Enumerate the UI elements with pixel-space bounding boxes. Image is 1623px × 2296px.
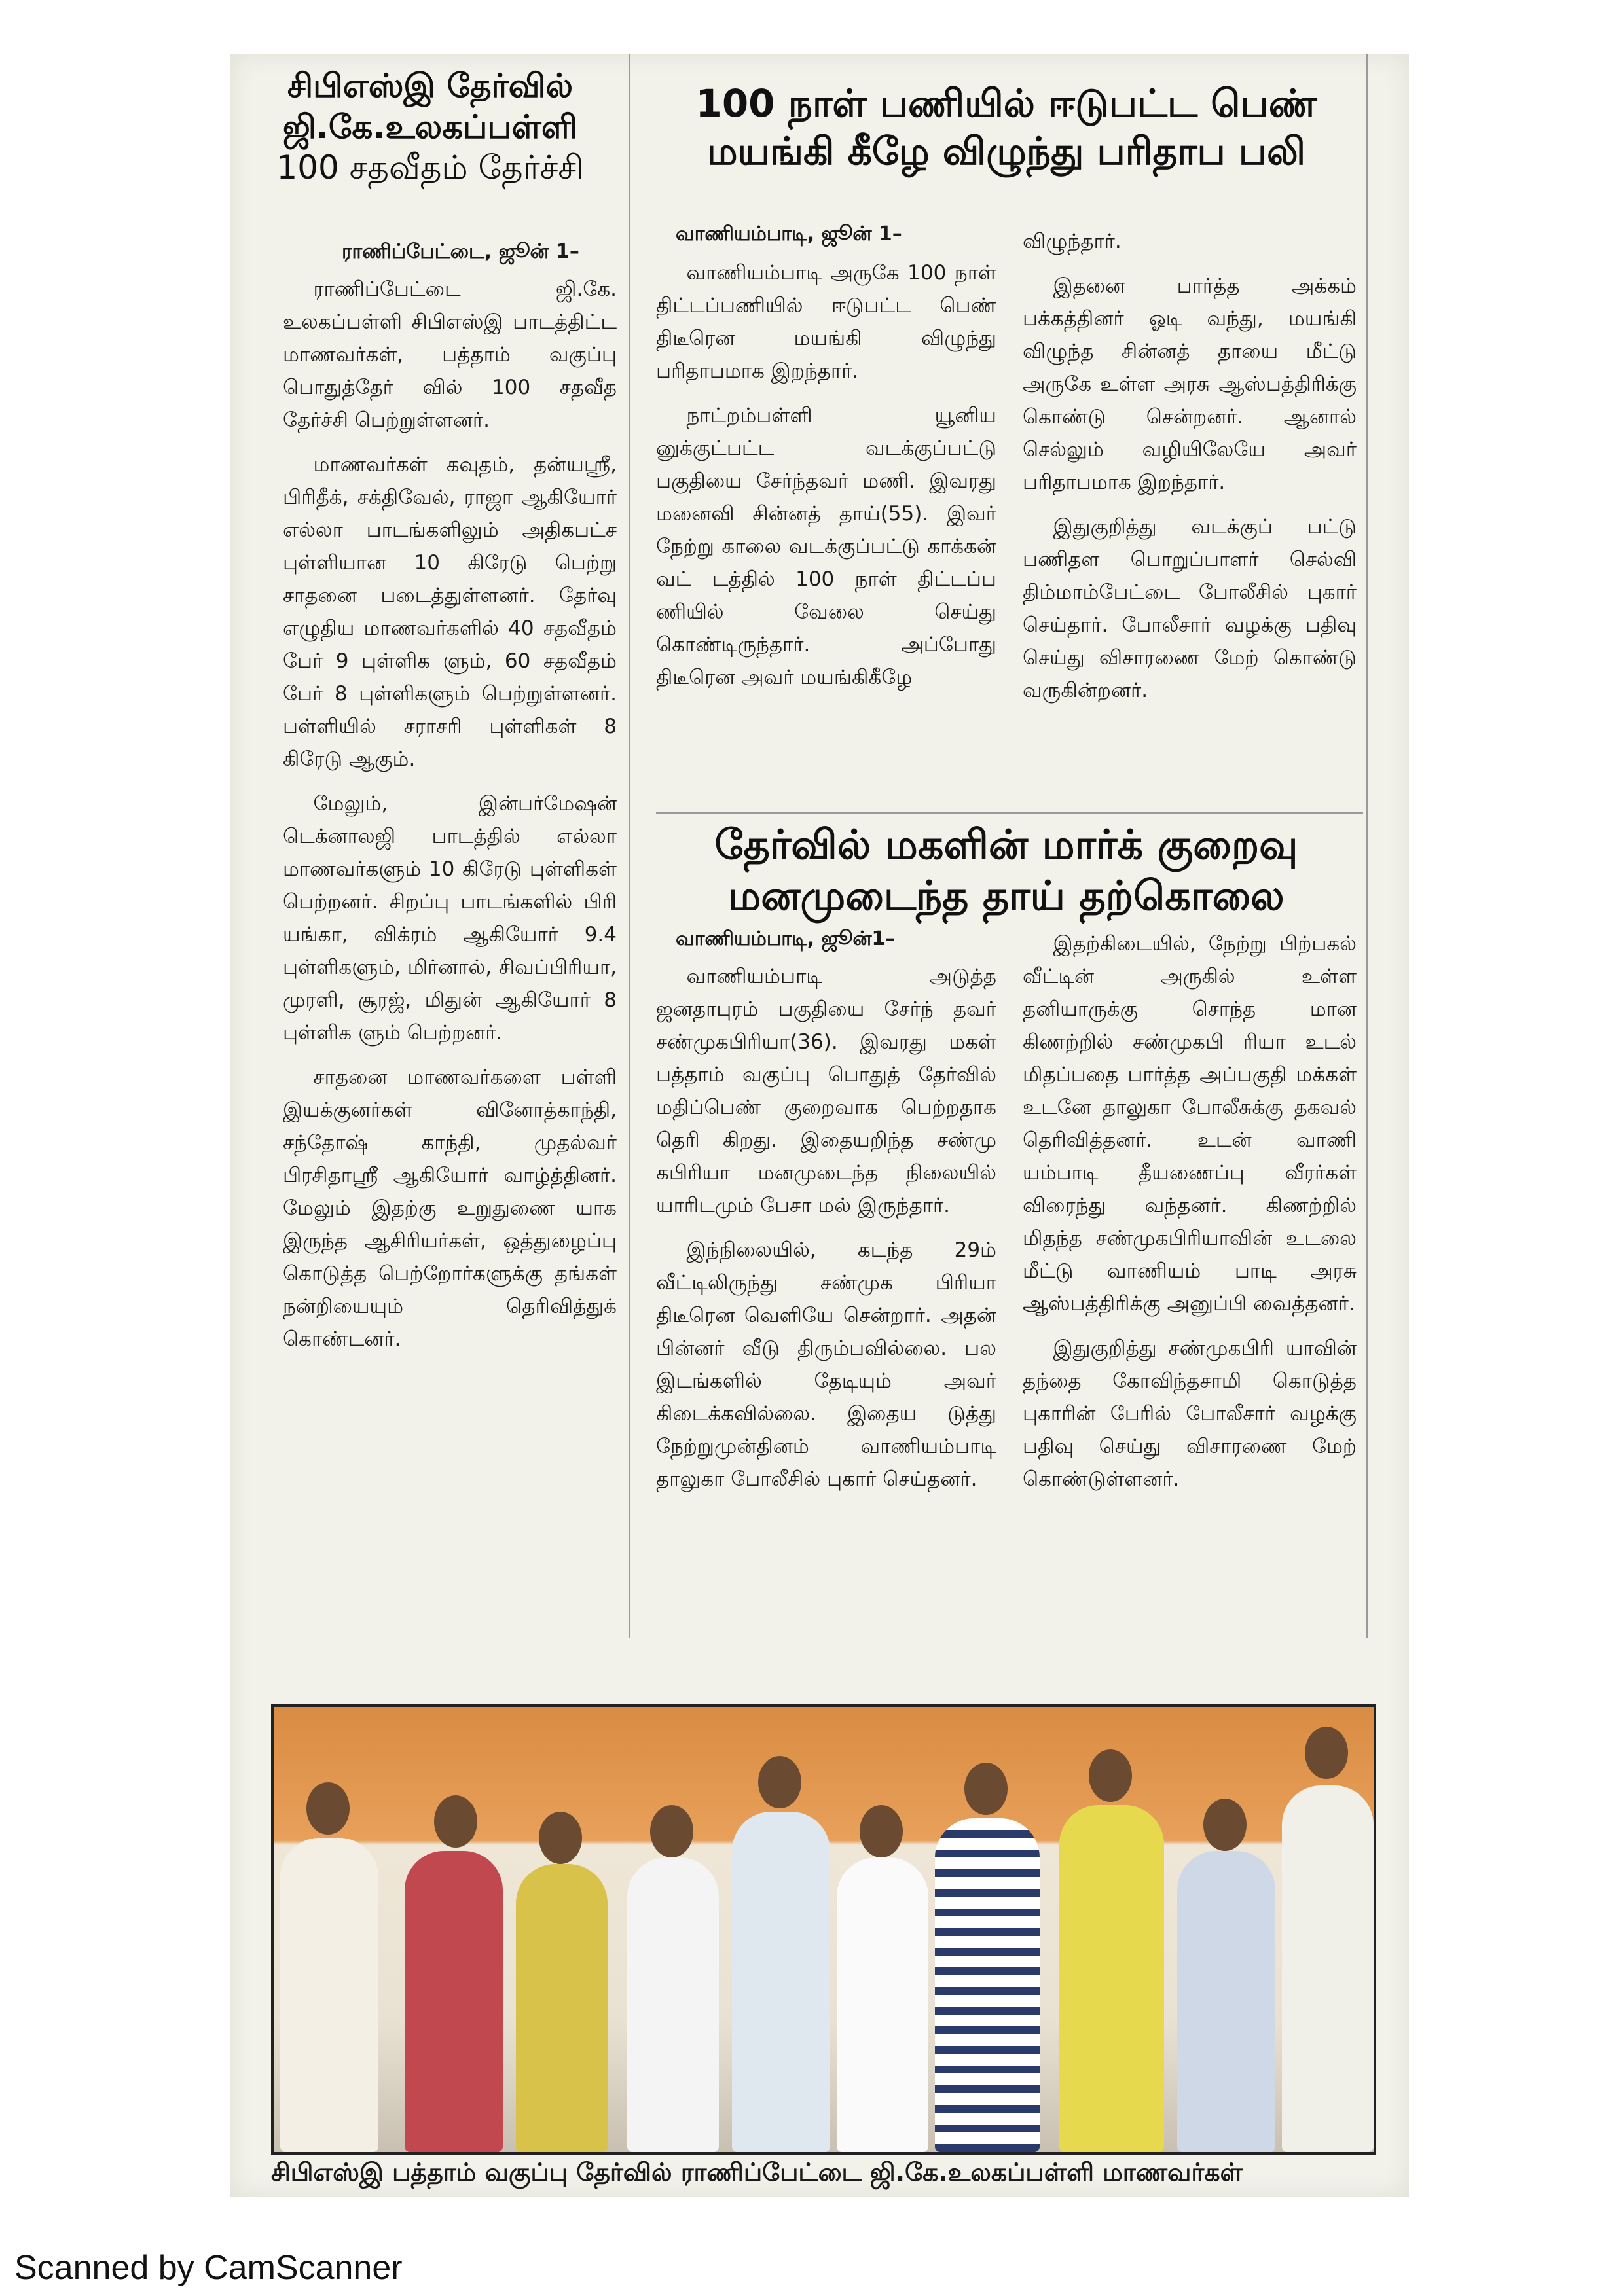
article3-dateline: வாணியம்பாடி, ஜூன்1–: [676, 927, 896, 950]
person-head: [1089, 1749, 1132, 1802]
person-figure: [627, 1857, 719, 2152]
person-head: [434, 1795, 477, 1848]
person-figure: [280, 1838, 378, 2152]
article1-headline-line1: சிபிஎஸ்இ தேர்வில்: [287, 67, 574, 105]
article2-dateline: வாணியம்பாடி, ஜூன் 1–: [676, 223, 902, 245]
article3-column-1: [656, 960, 996, 1507]
group-photo: [271, 1704, 1376, 2155]
person-figure: [516, 1864, 608, 2152]
article1-paragraph: ராணிப்பேட்டை ஜி.கே. உலகப்பள்ளி சிபிஎஸ்இ பாடத்திட்ட மாணவர்கள், பத்தாம் வகுப்பு பொதுத்தேர் வில் 100 சதவீத தேர்ச்சி பெற்றுள்ளனர்.: [283, 278, 617, 432]
article2-headline: [649, 80, 1363, 175]
person-figure: [1177, 1851, 1275, 2152]
headline-rule: [656, 812, 1363, 814]
column-rule: [1366, 54, 1368, 1638]
article3-paragraph: வாணியம்பாடி அடுத்த ஜனதாபுரம் பகுதியை சேர்ந் தவர் சண்முகபிரியா(36). இவரது மகள் பத்தாம் வகுப்பு பொதுத் தேர்வில் மதிப்பெண் குறைவாக பெற்றதாக தெரி கிறது. இதையறிந்த சண்மு கபிரியா மனமுடைந்த நிலையில் யாரிடமும் பேசா மல் இருந்தார்.: [656, 965, 996, 1217]
person-head: [650, 1805, 693, 1857]
person-head: [964, 1763, 1008, 1815]
article2-paragraph: இதுகுறித்து வடக்குப் பட்டு பணிதள பொறுப்பாளர் செல்வி திம்மாம்பேட்டை போலீசில் புகார் செய்தார். போலீசார் வழக்கு பதிவு செய்து விசாரணை மேற் கொண்டு வருகின்றனர்.: [1023, 515, 1357, 702]
article3-paragraph: இந்நிலையில், கடந்த 29ம் வீட்டிலிருந்து சண்முக பிரியா திடீரென வெளியே சென்றார். அதன் பின்னர் வீடு திரும்பவில்லை. பல இடங்களில் தேடியும் அவர் கிடைக்கவில்லை. இதைய டுத்து நேற்றுமுன்தினம் வாணியம்பாடி தாலுகா போலீசில் புகார் செய்தனர்.: [656, 1238, 996, 1491]
person-figure: [935, 1818, 1040, 2152]
article1-paragraph: மேலும், இன்பர்மேஷன் டெக்னாலஜி பாடத்தில் எல்லா மாணவர்களும் 10 கிரேடு புள்ளிகள் பெற்றனர். சிறப்பு பாடங்களில் பிரி யங்கா, விக்ரம் ஆகியோர் 9.4 புள்ளிகளும், மிர்னால், சிவப்பிரியா, முரளி, சூரஜ், மிதுன் ஆகியோர் 8 புள்ளிக ளும் பெற்றனர்.: [283, 792, 617, 1045]
article2-column-2: [1023, 225, 1357, 719]
article2-column-1: [656, 257, 996, 706]
person-head: [1305, 1727, 1348, 1779]
person-figure: [1059, 1805, 1164, 2152]
article3-paragraph: இதற்கிடையில், நேற்று பிற்பகல் வீட்டின் அருகில் உள்ள தனியாருக்கு சொந்த மான கிணற்றில் சண்முகபி ரியா உடல் மிதப்பதை பார்த்த அப்பகுதி மக்கள் உடனே தாலுகா போலீசுக்கு தகவல் தெரிவித்தனர். உடன் வாணி யம்பாடி தீயணைப்பு வீரர்கள் விரைந்து வந்தனர். கிணற்றில் மிதந்த சண்முகபிரியாவின் உடலை மீட்டு வாணியம் பாடி அரசு ஆஸ்பத்திரிக்கு அனுப்பி வைத்தனர்.: [1023, 932, 1357, 1316]
article1-headline-line2: ஜி.கே.உலகப்பள்ளி: [283, 107, 577, 146]
person-head: [860, 1805, 903, 1857]
article2-headline-line1: 100 நாள் பணியில் ஈடுபட்ட பெண்: [695, 81, 1317, 126]
article2-paragraph: நாட்றம்பள்ளி யூனிய னுக்குட்பட்ட வடக்குப்பட்டு பகுதியை சேர்ந்தவர் மணி. இவரது மனைவி சின்னத் தாய்(55). இவர் நேற்று காலை வடக்குப்பட்டு காக்கன் வட் டத்தில் 100 நாள் திட்டப்ப ணியில் வேலை செய்து கொண்டிருந்தார். அப்போது திடீரென அவர் மயங்கிகீழே: [656, 404, 996, 689]
article1-paragraph: சாதனை மாணவர்களை பள்ளி இயக்குனர்கள் வினோத்காந்தி, சந்தோஷ் காந்தி, முதல்வர் பிரசிதாஸ்ரீ ஆகியோர் வாழ்த்தினர். மேலும் இதற்கு உறுதுணை யாக இருந்த ஆசிரியர்கள், ஒத்துழைப்பு கொடுத்த பெற்றோர்களுக்கு தங்கள் நன்றியையும் தெரிவித்துக் கொண்டனர்.: [283, 1066, 617, 1351]
article2-paragraph: விழுந்தார்.: [1023, 230, 1122, 253]
article1-headline-line3: 100 சதவீதம் தேர்ச்சி: [276, 149, 584, 187]
photo-caption: சிபிஎஸ்இ பத்தாம் வகுப்பு தேர்வில் ராணிப்பேட்டை ஜி.கே.உலகப்பள்ளி மாணவர்கள்: [271, 2158, 1243, 2187]
person-figure: [405, 1851, 503, 2152]
article3-headline-line1: தேர்வில் மகளின் மார்க் குறைவு: [714, 821, 1298, 869]
person-figure: [1282, 1785, 1374, 2152]
scanner-watermark: Scanned by CamScanner: [14, 2249, 403, 2287]
article2-paragraph: இதனை பார்த்த அக்கம் பக்கத்தினர் ஓடி வந்து, மயங்கி விழுந்த சின்னத் தாயை மீட்டு அருகே உள்ள அரசு ஆஸ்பத்திரிக்கு கொண்டு சென்றனர். ஆனால் செல்லும் வழியிலேயே அவர் பரிதாபமாக இறந்தார்.: [1023, 274, 1357, 494]
article3-headline-line2: மனமுடைந்த தாய் தற்கொலை: [728, 871, 1285, 920]
article2-headline-line2: மயங்கி கீழே விழுந்து பரிதாப பலி: [706, 128, 1306, 173]
article1-body: [283, 273, 617, 1367]
article1-paragraph: மாணவர்கள் கவுதம், தன்யஸ்ரீ, பிரிதீக், சக்திவேல், ராஜா ஆகியோர் எல்லா பாடங்களிலும் அதிகபட்ச புள்ளியான 10 கிரேடு பெற்று சாதனை படைத்துள்ளனர். தேர்வு எழுதிய மாணவர்களில் 40 சதவீதம் பேர் 9 புள்ளிக ளும், 60 சதவீதம் பேர் 8 புள்ளிகளும் பெற்றுள்ளனர். பள்ளியில் சராசரி புள்ளிகள் 8 கிரேடு ஆகும்.: [283, 453, 617, 771]
person-figure: [837, 1857, 928, 2152]
newspaper-clipping: [230, 54, 1409, 2197]
article3-headline: [649, 819, 1363, 921]
article1-headline: [244, 65, 617, 188]
person-head: [539, 1812, 582, 1864]
article3-paragraph: இதுகுறித்து சண்முகபிரி யாவின் தந்தை கோவிந்தசாமி கொடுத்த புகாரின் பேரில் போலீசார் வழக்கு பதிவு செய்து விசாரணை மேற் கொண்டுள்ளனர்.: [1023, 1336, 1357, 1491]
person-head: [758, 1756, 801, 1808]
article3-column-2: [1023, 927, 1357, 1507]
person-head: [1203, 1799, 1247, 1851]
person-head: [306, 1782, 350, 1835]
person-figure: [732, 1812, 830, 2152]
column-rule: [629, 54, 630, 1638]
article2-paragraph: வாணியம்பாடி அருகே 100 நாள் திட்டப்பணியில் ஈடுபட்ட பெண் திடீரென மயங்கி விழுந்து பரிதாபமாக இறந்தார்.: [656, 261, 996, 383]
article1-dateline: ராணிப்பேட்டை, ஜூன் 1–: [342, 240, 579, 263]
